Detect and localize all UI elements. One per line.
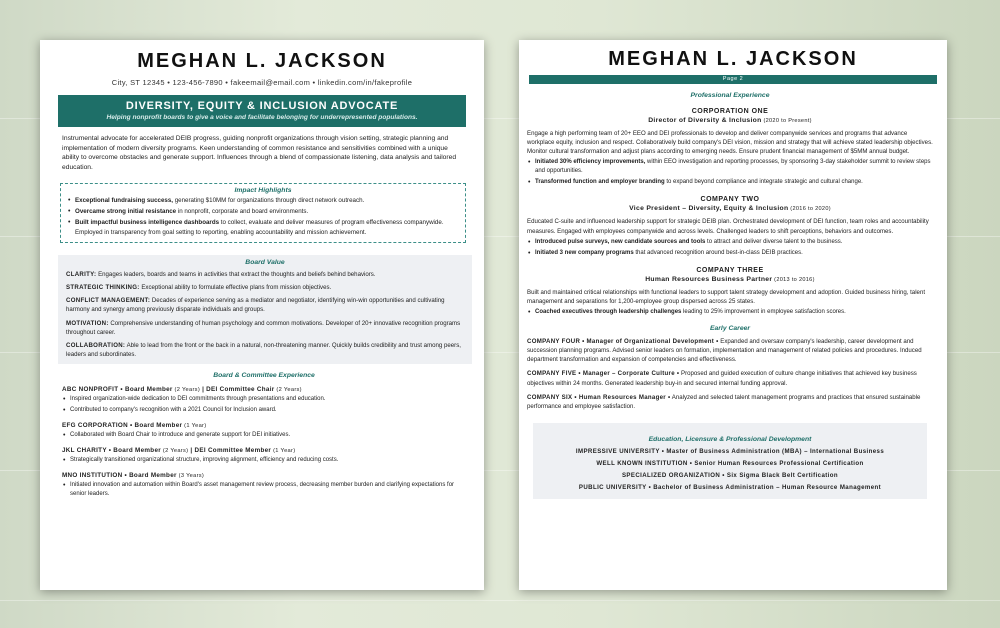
- summary-paragraph: Instrumental advocate for accelerated DEIB progress, guiding nonprofit organizations through vision setting, strategic planning and implementation of modern diversity programs. Keen understanding of common resistance and sensitivities combined with a unique ability to overcome obstacles and generate support. Influences through a blend of compassionate listening, data analysis and tailored education.: [62, 135, 457, 172]
- impact-highlights-box: [60, 183, 466, 243]
- education-heading: Education, Licensure & Professional Development: [648, 435, 812, 443]
- resume-page-2: [519, 40, 947, 590]
- job-description: Built and maintained critical relationships with functional leaders to support talent strategy development and adoption. Guided business hiring, talent management and separations for 1,200-employee group dispersed across 25 states.: [527, 288, 926, 305]
- headline-banner: [58, 95, 466, 127]
- education-line: IMPRESSIVE UNIVERSITY • Master of Business Administration (MBA) – International Business: [575, 447, 885, 455]
- job-description: Engage a high performing team of 20+ EEO and DEI professionals to develop and deliver companywide services and programs that advance workplace equity, inclusion and respect. Collaboratively build company's DEI vision, mission and strategy that will achieve stated leadership objectives. Monitor cultural transformation and adjust plans according to emerging needs. Ensure prudent financial management of $5MM annual budget.: [527, 130, 933, 156]
- job-title: Vice President – Diversity, Equity & Inclusion (2016 to 2020): [629, 205, 831, 213]
- page-number-bar: Page 2: [529, 75, 937, 84]
- board-bullet: • Contributed to company's recognition with a 2021 Council for Inclusion award.: [62, 406, 466, 415]
- board-role: MNO INSTITUTION • Board Member (3 Years): [62, 472, 205, 480]
- job-bullet: • Initiated 30% efficiency improvements, within EEO investigation and reporting processes, by sponsoring 3-day stakeholder summit to review steps and opportunities.: [527, 158, 933, 176]
- early-career-item: COMPANY FOUR • Manager of Organizational Development • Expanded and oversaw company's leadership, career development and succession planning programs. Advised senior leaders on formation, implementation and management of related policies and procedures. Induced department transformation and expansion of competencies and effectiveness.: [527, 337, 922, 364]
- education-line: WELL KNOWN INSTITUTION • Senior Human Resources Professional Certification: [596, 459, 864, 467]
- education-line: PUBLIC UNIVERSITY • Bachelor of Business Administration – Human Resource Management: [578, 483, 882, 491]
- job-description: Educated C-suite and influenced leadership support for strategic DEIB plan. Orchestrated development of DEI function, team roles and accountability measures. Engaged with employees companywide and across levels. Challenged leaders to shift perceptions, behaviors and outcomes.: [527, 218, 929, 235]
- board-bullet: • Initiated innovation and automation within Board's asset management review process, decreasing member burden and clarifying expectations for senior leaders.: [62, 481, 466, 499]
- job-bullet: • Coached executives through leadership challenges leading to 25% improvement in employee satisfaction scores.: [527, 308, 933, 317]
- board-role: ABC NONPROFIT • Board Member (2 Years) | DEI Committee Chair (2 Years): [62, 386, 302, 394]
- education-line: SPECIALIZED ORGANIZATION • Six Sigma Black Belt Certification: [621, 471, 839, 479]
- education-box: [533, 423, 927, 499]
- board-experience-heading: Board & Committee Experience: [213, 372, 315, 380]
- professional-experience-heading: Professional Experience: [690, 92, 770, 99]
- headline-title: DIVERSITY, EQUITY & INCLUSION ADVOCATE: [125, 100, 399, 112]
- board-experience-section: [62, 372, 466, 499]
- contact-line: City, ST 12345 • 123-456-7890 • fakeemail@email.com • linkedin.com/in/fakeprofile: [111, 78, 413, 87]
- board-value-box: [58, 255, 472, 364]
- candidate-name-page2: MEGHAN L. JACKSON: [608, 48, 858, 70]
- board-value-item: MOTIVATION: Comprehensive understanding of human psychology and common motivations. Developer of 20+ innovative recognition programs throughout career.: [66, 319, 461, 336]
- board-bullet: • Collaborated with Board Chair to introduce and generate support for DEI initiatives.: [62, 431, 466, 440]
- impact-heading: Impact Highlights: [234, 186, 292, 194]
- board-value-item: CLARITY: Engages leaders, boards and teams in activities that extract the thoughts and beliefs behind behaviors.: [66, 271, 376, 279]
- impact-item: • Overcame strong initial resistance in nonprofit, corporate and board environments.: [67, 207, 459, 216]
- job-title: Human Resources Business Partner (2013 to 2016): [645, 275, 815, 283]
- board-role: EFG CORPORATION • Board Member (1 Year): [62, 422, 207, 430]
- board-value-item: CONFLICT MANAGEMENT: Decades of experience serving as a mediator and negotiator, identifying win-win opportunities and cultivating harmony and synergy among previously disparate individuals and groups.: [66, 297, 445, 314]
- early-career-item: COMPANY SIX • Human Resources Manager • Analyzed and selected talent management programs and practices that ensured sustainable performance and employee satisfaction.: [527, 393, 921, 410]
- candidate-name: MEGHAN L. JACKSON: [137, 50, 387, 72]
- board-value-heading: Board Value: [245, 259, 285, 267]
- board-bullet: • Strategically transitioned organizational structure, improving alignment, efficiency and reducing costs.: [62, 456, 466, 465]
- early-career-item: COMPANY FIVE • Manager – Corporate Culture • Proposed and guided execution of culture change initiatives that achieved key business objectives within 24 months. Generated leadership buy-in and secured internal funding approval.: [527, 370, 917, 387]
- early-career-heading: Early Career: [709, 324, 751, 332]
- company-name: COMPANY THREE: [696, 266, 764, 274]
- job-bullet: • Introduced pulse surveys, new candidate sources and tools to attract and deliver diverse talent to the business.: [527, 238, 933, 247]
- board-bullet: • Inspired organization-wide dedication to DEI commitments through presentations and education.: [62, 395, 466, 404]
- company-name: COMPANY TWO: [700, 196, 760, 204]
- board-role: JKL CHARITY • Board Member (2 Years) | DEI Committee Member (1 Year): [62, 447, 296, 455]
- impact-item: • Exceptional fundraising success, generating $10MM for organizations through direct network outreach.: [67, 196, 459, 205]
- board-value-item: COLLABORATION: Able to lead from the front or the back in a natural, non-threatening manner. Quickly builds credibility and trust among peers, leaders and subordinates.: [66, 341, 461, 359]
- headline-subtitle: Helping nonprofit boards to give a voice and facilitate belonging for underrepresented populations.: [106, 114, 418, 121]
- company-name: CORPORATION ONE: [691, 108, 769, 115]
- job-bullet: • Initiated 3 new company programs that advanced recognition around best-in-class DEIB practices.: [527, 249, 933, 258]
- board-value-item: STRATEGIC THINKING: Exceptional ability to formulate effective plans from mission objectives.: [66, 284, 332, 292]
- job-bullet: • Transformed function and employer branding to expand beyond compliance and integrate strategic and cultural change.: [527, 178, 933, 187]
- job-title: Director of Diversity & Inclusion (2020 to Present): [648, 117, 812, 124]
- resume-page-1: [40, 40, 484, 590]
- impact-item: • Built impactful business intelligence dashboards to collect, evaluate and deliver measures of program effectiveness companywide. Employed in transparency from goal setting to reporting, enabling accountability and mission achievement.: [67, 218, 459, 237]
